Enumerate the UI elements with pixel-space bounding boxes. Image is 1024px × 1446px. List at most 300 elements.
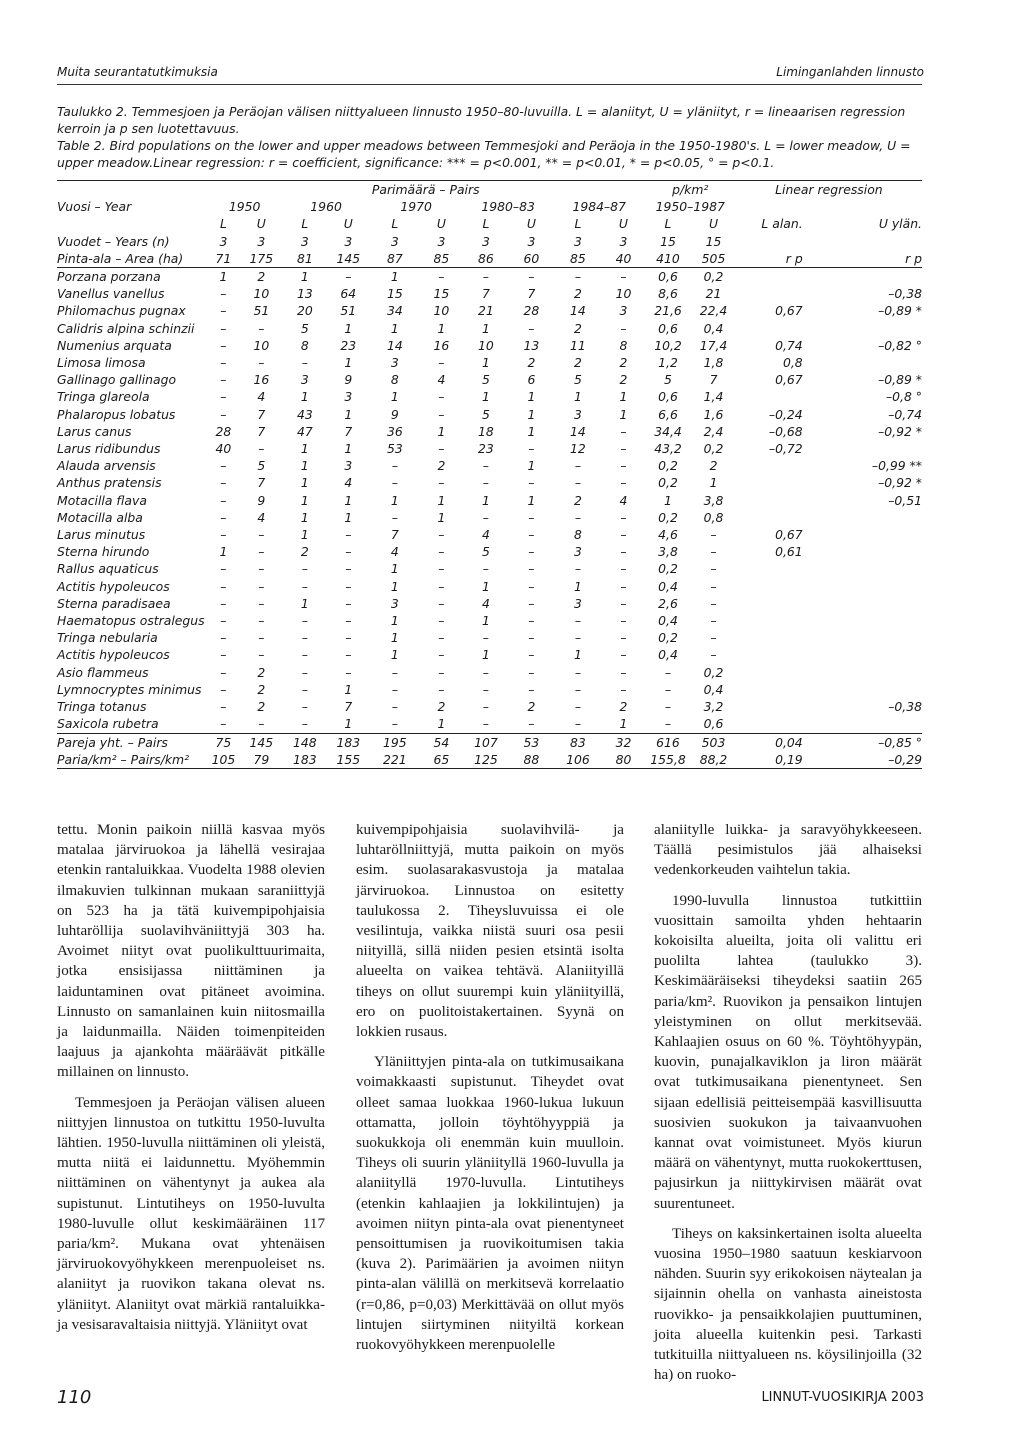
cell: 3 xyxy=(344,233,353,249)
cell: – xyxy=(220,716,227,732)
cell: 1 xyxy=(390,561,399,577)
species-name: Actitis hypoleucos xyxy=(57,647,170,663)
paragraph: alaniitylle luikka- ja saravyöhykkeeseen. Täällä pesimistulos jää alhaiseksi vedenkorkeuden vaihtelun takia. xyxy=(654,822,922,879)
species-name: Tringa glareola xyxy=(57,389,150,405)
cell: – xyxy=(554,268,603,286)
cell: 18 xyxy=(478,423,494,439)
cell: 2 xyxy=(527,699,536,715)
cell: – xyxy=(220,320,227,336)
cell: 1 xyxy=(527,423,536,439)
cell: 7 xyxy=(257,475,266,491)
cell: – xyxy=(482,630,489,646)
cell: 1 xyxy=(344,492,353,508)
cell: – xyxy=(438,544,445,560)
cell: – xyxy=(438,578,445,594)
cell: 183 xyxy=(283,751,328,769)
cell: – xyxy=(220,475,227,491)
cell: 53 xyxy=(386,441,403,457)
cell: 47 xyxy=(296,423,313,439)
cell: – xyxy=(509,268,554,286)
header-u-ylan: U ylän. xyxy=(878,216,922,232)
cell: – xyxy=(258,544,265,560)
period-header: 1950 xyxy=(228,199,261,215)
cell: 34,4 xyxy=(654,423,682,439)
cell: 0,6 xyxy=(658,320,678,336)
regression-u xyxy=(817,578,922,595)
regression-l: –0,72 xyxy=(768,441,803,457)
cell: – xyxy=(574,458,582,474)
cell: – xyxy=(620,664,627,680)
cell: – xyxy=(220,578,227,594)
cell: – xyxy=(574,475,582,491)
cell: 3 xyxy=(573,544,582,560)
species-name: Calidris alpina schinzii xyxy=(57,320,195,336)
cell: 15 xyxy=(660,233,676,249)
caption-en-text: Bird populations on the lower and upper meadows between Temmesjoki and Peräoja in the 1950-1980's. L = lower meadow, U = upper meadow.Linear regression: r = coefficient, significance: *** = p<0.001, ** = p<0.01, * = p<0.05, ° = p<0.1. xyxy=(57,138,911,170)
cell: – xyxy=(482,664,489,680)
cell: – xyxy=(258,613,265,629)
cell: 17,4 xyxy=(699,337,728,353)
cell: – xyxy=(301,681,308,697)
cell: 71 xyxy=(215,250,232,266)
cell: 8 xyxy=(300,337,309,353)
cell: 2,4 xyxy=(703,423,724,439)
cell: 1 xyxy=(619,406,628,422)
cell: – xyxy=(220,527,227,543)
table-row xyxy=(57,406,922,423)
cell: 1 xyxy=(527,492,536,508)
cell: – xyxy=(220,492,227,508)
species-name: Porzana porzana xyxy=(57,268,207,286)
cell: 3 xyxy=(344,389,353,405)
cell: 7 xyxy=(390,527,399,543)
cell: – xyxy=(258,355,265,371)
cell: – xyxy=(482,681,489,697)
cell: – xyxy=(258,630,265,646)
cell: 2 xyxy=(240,268,282,286)
cell: 80 xyxy=(602,751,645,769)
cell: 34 xyxy=(386,303,403,319)
cell: 4 xyxy=(481,527,490,543)
regression-u: –0,82 ° xyxy=(878,337,922,353)
paragraph: kuivempipohjaisia suolavihvilä- ja luhtaröllniittyjä, mutta paikoin on myös esim. suolasarakasvustoja ja matalaa järviruokoa. Linnustoa on esitetty taulukossa 2. Tiheysluvuissa ei ole vesilintuja, vaikka niistä suuri osa pesii niityillä, sillä niiden pesien etsintä isolta alueelta on vaikea tehtävä. Alaniityillä tiheys on ollut suurempi kuin yläniityillä, ero on puolitoistakertainen. Syynä on lokkien rusaus. xyxy=(356,822,624,1041)
cell: – xyxy=(220,372,227,388)
table-row xyxy=(57,664,922,681)
cell: 1 xyxy=(481,613,490,629)
cell: – xyxy=(620,630,627,646)
cell: 4 xyxy=(619,492,628,508)
species-name: Limosa limosa xyxy=(57,355,146,371)
regression-l xyxy=(736,698,817,715)
cell: 175 xyxy=(249,250,274,266)
regression-u xyxy=(817,595,922,612)
header-year-label: Vuosi – Year xyxy=(57,199,132,215)
regression-l xyxy=(736,715,817,733)
cell: – xyxy=(438,595,445,611)
cell: – xyxy=(345,595,352,611)
caption-fi-text: Temmesjoen ja Peräojan välisen niittyalueen linnusto 1950–80-luvuilla. L = alaniityt, U = yläniityt, r = lineaarisen regression kerroin ja p sen luotettavuus. xyxy=(57,104,906,136)
cell: – xyxy=(220,337,227,353)
cell: 0,2 xyxy=(703,664,724,680)
cell: 10 xyxy=(253,286,270,302)
paragraph: Temmesjoen ja Peräojan välisen alueen niittyjen linnustoa on tutkittu 1950-luvulta lähtien. 1950-luvulla niittäminen oli yleistä, mutta niitä ei laidunnettu. Myöhemmin niittäminen on vähentynyt ja aukea ala supistunut. Lintutiheys on 1950-luvulta 1980-luvulle ollut keskimääräinen 117 paria/km². Mukana ovat yhtenäisen järviruokovyöhykkeen merenpuoleiset ns. alaniityt ja ruovikon takana olevat ns. yläniityt. Alaniityt ovat märkiä rantaluikka- ja vesisaravaltaisia niittyjä. Yläniityt ovat xyxy=(57,1094,325,1333)
cell: 16 xyxy=(253,372,270,388)
cell: 51 xyxy=(253,303,270,319)
cell: 1 xyxy=(573,647,582,663)
cell: 1 xyxy=(481,320,490,336)
cell: 15 xyxy=(386,286,403,302)
cell: 6,6 xyxy=(658,406,678,422)
cell: – xyxy=(220,458,227,474)
caption-en-label: Table 2. xyxy=(57,138,106,153)
cell: 10,2 xyxy=(654,337,682,353)
cell: 8,6 xyxy=(658,286,678,302)
table-row xyxy=(57,715,922,733)
cell: 15 xyxy=(705,233,722,249)
cell: 3 xyxy=(619,303,628,319)
cell: – xyxy=(345,647,352,663)
cell: – xyxy=(391,716,398,732)
species-name: Larus minutus xyxy=(57,527,146,543)
cell: 87 xyxy=(386,250,403,266)
cell: 1 xyxy=(573,389,582,405)
cell: 14 xyxy=(570,303,586,319)
regression-l: 0,67 xyxy=(775,303,803,319)
table-row xyxy=(57,285,922,302)
cell: – xyxy=(258,561,265,577)
cell: – xyxy=(438,475,445,491)
running-head-left: Muita seurantatutkimuksia xyxy=(57,65,218,79)
cell: – xyxy=(220,595,227,611)
cell: 14 xyxy=(570,423,586,439)
cell: 1 xyxy=(390,630,399,646)
cell: 5 xyxy=(481,372,490,388)
lu-header: L xyxy=(482,216,490,232)
cell: – xyxy=(620,527,627,543)
cell: 5 xyxy=(481,406,490,422)
cell: 2 xyxy=(573,286,582,302)
cell: – xyxy=(220,630,227,646)
cell: – xyxy=(620,458,627,474)
cell: 21 xyxy=(705,286,722,302)
period-header: 1980–83 xyxy=(481,199,535,215)
cell: – xyxy=(620,561,627,577)
cell: 1 xyxy=(344,681,353,697)
cell: 15 xyxy=(433,286,450,302)
cell: – xyxy=(482,458,489,474)
cell: – xyxy=(620,509,627,525)
cell: 85 xyxy=(570,250,586,266)
cell: 2 xyxy=(257,681,266,697)
header-row-periods xyxy=(57,198,922,215)
cell: – xyxy=(620,423,627,439)
species-name: Rallus aquaticus xyxy=(57,561,159,577)
table-row xyxy=(57,302,922,319)
table-row xyxy=(57,509,922,526)
species-name: Tringa totanus xyxy=(57,699,147,715)
cell: – xyxy=(220,509,227,525)
cell: 2 xyxy=(257,699,266,715)
cell: 1 xyxy=(300,441,309,457)
cell: – xyxy=(220,303,227,319)
text-column-3 xyxy=(654,820,922,1385)
cell: 3,2 xyxy=(703,699,724,715)
cell: 88 xyxy=(509,751,554,769)
cell: – xyxy=(391,664,398,680)
cell: – xyxy=(528,595,535,611)
cell: 21 xyxy=(478,303,494,319)
cell: 1 xyxy=(437,320,446,336)
cell: – xyxy=(482,509,489,525)
cell: 28 xyxy=(215,423,232,439)
cell: – xyxy=(528,527,535,543)
journal-title: LINNUT-VUOSIKIRJA 2003 xyxy=(761,1390,924,1405)
cell: 155,8 xyxy=(645,751,692,769)
cell: – xyxy=(528,578,535,594)
species-name: Paria/km² – Pairs/km² xyxy=(57,751,207,769)
cell: – xyxy=(391,681,398,697)
regression-u: –0,92 * xyxy=(878,475,922,491)
cell: 1 xyxy=(300,458,309,474)
regression-l xyxy=(736,457,817,474)
cell: 1 xyxy=(481,647,490,663)
paragraph: tettu. Monin paikoin niillä kasvaa myös matalaa järviruokoa ja lähellä vesirajaa etenkin rantaluikkaa. Vuodelta 1988 olevien ilmakuvien tulkinnan mukaan saraniittyjä on 523 ha ja tätä kuivempipohjaisia luhtaröllija suolavihväniittyjä 303 ha. Avoimet niityt ovat puolikulttuurimaita, jotka ensisijassa niittäminen ja laiduntaminen ovat pitäneet avoimina. Linnusto on samanlainen kuin niitosmailla ja laidunmailla. Näiden toimenpiteiden laajuus ja ajankohta määräävät pitkälle millainen on linnusto. xyxy=(57,822,325,1081)
cell: – xyxy=(220,389,227,405)
cell: 1,2 xyxy=(658,355,678,371)
cell: 2 xyxy=(619,372,628,388)
lu-header: U xyxy=(256,216,266,232)
cell: 3 xyxy=(257,233,266,249)
header-row-groups xyxy=(57,181,922,199)
cell: – xyxy=(220,681,227,697)
cell: 23 xyxy=(340,337,357,353)
cell: 3 xyxy=(390,355,399,371)
cell: 65 xyxy=(420,751,462,769)
species-name: Larus canus xyxy=(57,423,132,439)
regression-l xyxy=(736,320,817,337)
cell: 8 xyxy=(573,527,582,543)
cell: 1 xyxy=(709,475,718,491)
species-name: Haematopus ostralegus xyxy=(57,613,205,629)
cell: 3 xyxy=(573,595,582,611)
cell: – xyxy=(574,681,582,697)
cell: 36 xyxy=(386,423,403,439)
regression-u: –0,89 * xyxy=(878,372,922,388)
cell: – xyxy=(258,716,265,732)
table-row xyxy=(57,320,922,337)
lu-header: U xyxy=(708,216,719,232)
cell: 1 xyxy=(300,475,309,491)
cell: 1 xyxy=(370,268,421,286)
cell: – xyxy=(345,544,352,560)
cell: 183 xyxy=(327,733,369,751)
cell: – xyxy=(438,681,445,697)
cell: 4 xyxy=(257,509,266,525)
cell: – xyxy=(602,268,645,286)
cell: – xyxy=(482,716,489,732)
cell: – xyxy=(710,561,717,577)
cell: 1 xyxy=(390,613,399,629)
cell: 23 xyxy=(478,441,494,457)
cell: – xyxy=(620,613,627,629)
cell: – xyxy=(438,389,445,405)
cell: – xyxy=(528,561,535,577)
cell: – xyxy=(345,578,352,594)
regression-l xyxy=(736,646,817,663)
cell: 4 xyxy=(390,544,399,560)
cell: 0,4 xyxy=(703,681,724,697)
table-row xyxy=(57,629,922,646)
lu-header: U xyxy=(343,216,353,232)
cell: 40 xyxy=(615,250,632,266)
cell: – xyxy=(574,613,582,629)
regression-l xyxy=(736,509,817,526)
row-label: Pinta-ala – Area (ha) xyxy=(57,250,184,266)
regression-u: –0,99 ** xyxy=(871,458,922,474)
regression-l xyxy=(736,474,817,491)
running-head-right: Liminganlahden linnusto xyxy=(776,65,924,79)
cell: – xyxy=(528,613,535,629)
cell: 9 xyxy=(390,406,399,422)
cell: 22,4 xyxy=(699,303,728,319)
cell: 1 xyxy=(300,509,309,525)
cell: 7 xyxy=(481,286,490,302)
table-row xyxy=(57,337,922,354)
cell: 0,2 xyxy=(703,441,724,457)
caption-english xyxy=(57,137,922,171)
table-row xyxy=(57,388,922,405)
regression-l xyxy=(736,492,817,509)
cell: 2,6 xyxy=(658,595,678,611)
regression-u xyxy=(817,681,922,698)
cell: 1,6 xyxy=(703,406,724,422)
cell: 32 xyxy=(602,733,645,751)
cell: – xyxy=(528,716,535,732)
regression-l: –0,68 xyxy=(768,423,803,439)
cell: 0,4 xyxy=(658,578,678,594)
regression-u: –0,29 xyxy=(817,751,922,769)
cell: 43,2 xyxy=(654,441,682,457)
cell: 503 xyxy=(691,733,736,751)
cell: 1 xyxy=(527,458,536,474)
regression-u xyxy=(817,268,922,286)
text-column-2 xyxy=(356,820,624,1355)
period-header: 1960 xyxy=(310,199,342,215)
species-name: Motacilla alba xyxy=(57,509,143,525)
table-row xyxy=(57,698,922,715)
cell: 2 xyxy=(257,664,266,680)
lu-header: U xyxy=(618,216,628,232)
cell: 2 xyxy=(619,699,628,715)
regression-l: –0,24 xyxy=(768,406,803,422)
cell: 1 xyxy=(390,647,399,663)
cell: – xyxy=(574,699,582,715)
regression-l: 0,04 xyxy=(736,733,817,751)
species-name: Philomachus pugnax xyxy=(57,303,186,319)
cell: – xyxy=(438,613,445,629)
caption-fi-label: Taulukko 2. xyxy=(57,104,128,119)
cell: 40 xyxy=(215,441,232,457)
cell: – xyxy=(345,613,352,629)
regression-u xyxy=(817,715,922,733)
regression-l: 0,19 xyxy=(736,751,817,769)
cell: 1 xyxy=(300,492,309,508)
cell: 1 xyxy=(481,578,490,594)
cell: – xyxy=(664,699,672,715)
cell: 0,2 xyxy=(658,458,678,474)
cell: 3,8 xyxy=(658,544,678,560)
table-row xyxy=(57,371,922,388)
cell: 1 xyxy=(344,406,353,422)
cell: – xyxy=(710,595,717,611)
page-number: 110 xyxy=(57,1387,92,1408)
cell: 1 xyxy=(344,509,353,525)
cell: – xyxy=(345,664,352,680)
rp-label: r p xyxy=(905,250,922,266)
cell: 1 xyxy=(437,492,446,508)
cell: 5 xyxy=(573,372,582,388)
regression-u xyxy=(817,646,922,663)
species-name: Anthus pratensis xyxy=(57,475,162,491)
regression-u: –0,85 ° xyxy=(817,733,922,751)
cell: 85 xyxy=(433,250,450,266)
cell: – xyxy=(327,268,369,286)
cell: 3 xyxy=(390,233,399,249)
cell: 3 xyxy=(573,233,582,249)
cell: 2 xyxy=(573,320,582,336)
cell: 88,2 xyxy=(691,751,736,769)
cell: 5 xyxy=(257,458,266,474)
species-name: Lymnocryptes minimus xyxy=(57,681,202,697)
regression-u: –0,38 xyxy=(888,699,922,715)
species-name: Motacilla flava xyxy=(57,492,147,508)
cell: – xyxy=(528,544,535,560)
cell: 3 xyxy=(219,233,228,249)
cell: – xyxy=(220,699,227,715)
cell: – xyxy=(258,320,265,336)
cell: 3 xyxy=(344,458,353,474)
table-row xyxy=(57,423,922,440)
cell: 125 xyxy=(463,751,510,769)
cell: – xyxy=(620,441,627,457)
cell: – xyxy=(620,544,627,560)
cell: 4,6 xyxy=(658,527,678,543)
cell: – xyxy=(220,664,227,680)
cell: 145 xyxy=(240,733,282,751)
cell: 8 xyxy=(390,372,399,388)
cell: – xyxy=(574,561,582,577)
cell: 9 xyxy=(344,372,353,388)
species-name: Saxicola rubetra xyxy=(57,716,159,732)
cell: 9 xyxy=(257,492,266,508)
cell: 60 xyxy=(523,250,540,266)
species-name: Alauda arvensis xyxy=(57,458,156,474)
cell: 10 xyxy=(478,337,494,353)
regression-u: –0,8 ° xyxy=(885,389,922,405)
cell: 5 xyxy=(664,372,672,388)
caption-finnish xyxy=(57,103,922,137)
cell: 28 xyxy=(523,303,540,319)
bird-population-table xyxy=(57,180,922,769)
cell: – xyxy=(620,578,627,594)
cell: 0,2 xyxy=(658,475,678,491)
cell: 0,4 xyxy=(703,320,724,336)
cell: 2 xyxy=(709,458,718,474)
cell: 11 xyxy=(570,337,586,353)
cell: – xyxy=(528,441,535,457)
area-row xyxy=(57,250,922,268)
cell: 2 xyxy=(300,544,309,560)
